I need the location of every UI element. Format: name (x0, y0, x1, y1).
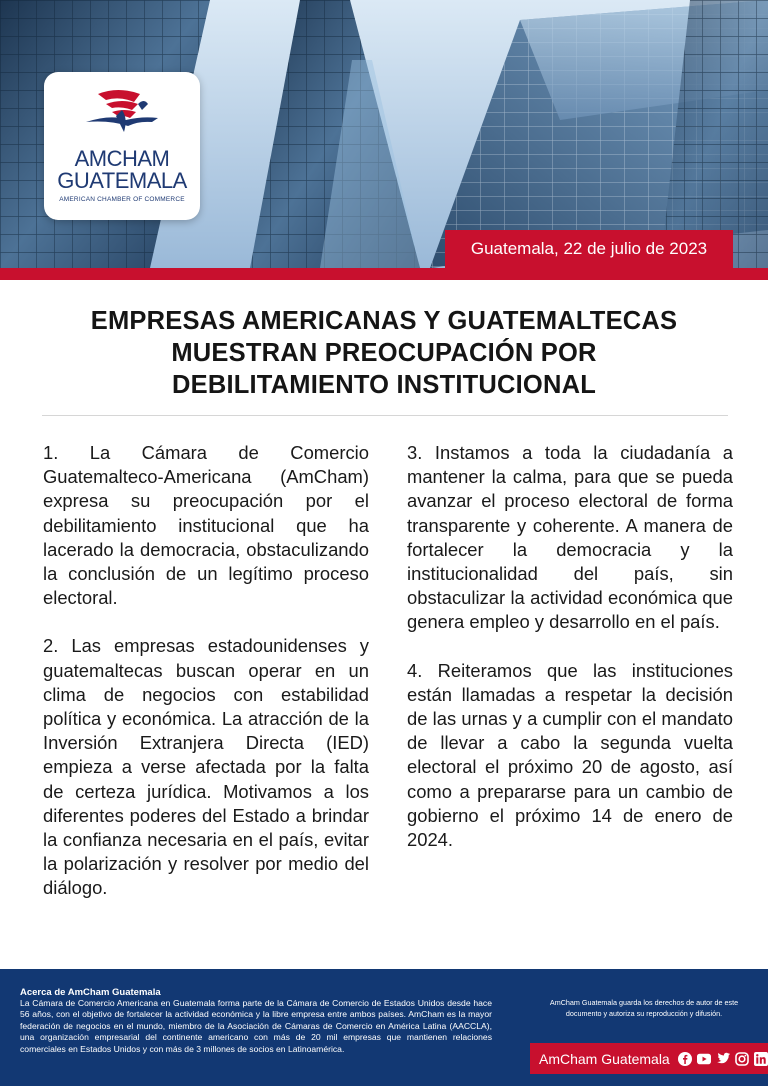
youtube-icon[interactable] (697, 1052, 711, 1066)
paragraph-3: 3. Instamos a toda la ciudadanía a mantener la calma, para que se pueda avanzar el proceso electoral de forma transparente y coherente. A manera de fortalecer la democracia y la institucionalidad del país, sin obstaculizar la actividad económica que genera empleo y desarrollo en el país. (407, 442, 733, 633)
date-banner: Guatemala, 22 de julio de 2023 (445, 230, 733, 268)
facebook-icon[interactable] (678, 1052, 692, 1066)
twitter-icon[interactable] (716, 1052, 730, 1066)
eagle-flag-logo-icon (82, 88, 162, 140)
paragraph-1: 1. La Cámara de Comercio Guatemalteco-Americana (AmCham) expresa su preocupación por el debilitamiento institucional que ha lacerado la democracia, obstaculizando la conclusión de un legítimo proceso electoral. (43, 442, 369, 609)
logo-name-line2: GUATEMALA (57, 168, 187, 193)
linkedin-icon[interactable] (754, 1052, 768, 1066)
paragraph-4: 4. Reiteramos que las instituciones están llamadas a respetar la decisión de las urnas y a cumplir con el mandato de llevar a cabo la segunda vuelta electoral el próximo 20 de agosto, así como a prepararse para un cambio de gobierno el próximo 14 de enero de 2024. (407, 659, 733, 851)
logo-name-line1: AMCHAM (74, 146, 170, 171)
paragraph-2: 2. Las empresas estadounidenses y guatemaltecas buscan operar en un clima de negocios con estabilidad política y económica. La atracción de la Inversión Extranjera Directa (IED) empieza a verse afectada por la falta de certeza jurídica. Motivamos a los diferentes poderes del Estado a brindar la confianza necesaria en el país, evitar la polarización y resolver por medio del diálogo. (43, 635, 369, 899)
brand-name: AmCham Guatemala (539, 1050, 670, 1067)
right-column (407, 441, 733, 876)
left-column (43, 441, 369, 925)
title-line: MUESTRAN PREOCUPACIÓN POR (171, 339, 597, 367)
footer (0, 969, 768, 1086)
title-line: EMPRESAS AMERICANAS Y GUATEMALTECAS (90, 307, 678, 335)
page-title (20, 305, 748, 401)
logo-subtitle: AMERICAN CHAMBER OF COMMERCE (59, 196, 185, 203)
amcham-logo (44, 72, 200, 220)
title-divider (42, 415, 728, 416)
instagram-icon[interactable] (735, 1052, 749, 1066)
title-line: DEBILITAMIENTO INSTITUCIONAL (172, 371, 596, 399)
red-divider-band (0, 268, 768, 280)
about-text: La Cámara de Comercio Americana en Guatemala forma parte de la Cámara de Comercio de Estados Unidos desde hace 56 años, con el objetivo de fortalecer la actividad económica y la libre empresa entre ambos países. AmCham es la mayor federación de negocios en el mundo, miembro de la Asociación de Cámaras de Comercio en América Latina (AACCLA), una organización empresarial del continente americano con más de 20 mil empresas que mantienen relaciones comerciales en Estados Unidos y con más de 3 millones de socios en Latinoamérica. (20, 998, 492, 1054)
rights-text: AmCham Guatemala guarda los derechos de autor de este documento y autoriza su reproducción y difusión. (549, 998, 739, 1018)
brand-social-bar (530, 1043, 768, 1074)
about-title: Acerca de AmCham Guatemala (20, 987, 161, 998)
